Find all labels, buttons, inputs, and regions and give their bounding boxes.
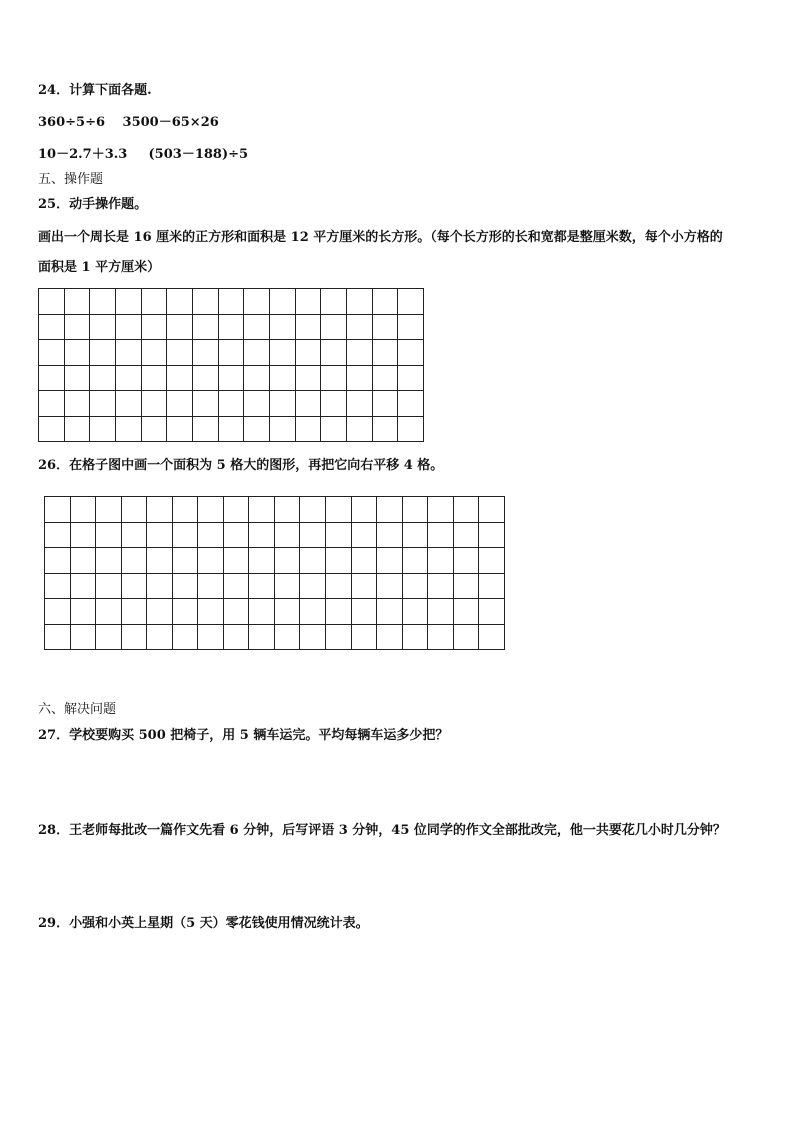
grid-cell xyxy=(372,314,398,340)
grid-cell xyxy=(479,497,505,523)
grid-cell xyxy=(147,497,173,523)
grid-cell xyxy=(115,365,141,391)
grid-cell xyxy=(326,599,352,625)
grid-cell xyxy=(64,289,90,315)
grid-cell xyxy=(453,573,479,599)
grid-cell xyxy=(39,289,65,315)
grid-cell xyxy=(326,548,352,574)
grid-cell xyxy=(64,314,90,340)
grid-cell xyxy=(198,624,224,650)
grid-row xyxy=(45,624,505,650)
grid-row xyxy=(39,340,424,366)
grid-cell xyxy=(64,416,90,442)
grid-cell xyxy=(90,365,116,391)
grid-row xyxy=(45,573,505,599)
grid-cell xyxy=(45,599,71,625)
grid-cell xyxy=(147,522,173,548)
grid-cell xyxy=(372,391,398,417)
grid-cell xyxy=(218,340,244,366)
grid-cell xyxy=(274,573,300,599)
grid-cell xyxy=(321,314,347,340)
grid-cell xyxy=(198,497,224,523)
grid-cell xyxy=(218,416,244,442)
grid-cell xyxy=(321,289,347,315)
grid-cell xyxy=(351,548,377,574)
grid-row xyxy=(45,497,505,523)
q25-instruction-line-1: 画出一个周长是 16 厘米的正方形和面积是 12 平方厘米的长方形。（每个长方形的长和宽都是整厘米数，每个小方格的 xyxy=(38,230,723,245)
grid-cell xyxy=(45,497,71,523)
grid-cell xyxy=(326,573,352,599)
grid-cell xyxy=(90,391,116,417)
grid-cell xyxy=(121,573,147,599)
grid-cell xyxy=(346,340,372,366)
q24-title: 24．计算下面各题. xyxy=(38,83,152,98)
grid-cell xyxy=(223,573,249,599)
grid-cell xyxy=(147,573,173,599)
grid-cell xyxy=(249,624,275,650)
grid-cell xyxy=(428,497,454,523)
grid-cell xyxy=(96,522,122,548)
grid-cell xyxy=(223,497,249,523)
grid-cell xyxy=(377,522,403,548)
grid-cell xyxy=(90,340,116,366)
grid-cell xyxy=(167,416,193,442)
grid-cell xyxy=(172,599,198,625)
grid-cell xyxy=(402,573,428,599)
grid-cell xyxy=(244,391,270,417)
grid-cell xyxy=(244,314,270,340)
grid-cell xyxy=(372,365,398,391)
grid-cell xyxy=(192,365,218,391)
grid-cell xyxy=(300,497,326,523)
grid-cell xyxy=(295,314,321,340)
grid-cell xyxy=(402,599,428,625)
grid-cell xyxy=(141,416,167,442)
grid-cell xyxy=(64,391,90,417)
grid-cell xyxy=(428,522,454,548)
grid-cell xyxy=(428,573,454,599)
grid-cell xyxy=(244,365,270,391)
grid-cell xyxy=(326,522,352,548)
grid-cell xyxy=(172,522,198,548)
grid-cell xyxy=(223,548,249,574)
grid-cell xyxy=(198,522,224,548)
grid-cell xyxy=(96,548,122,574)
grid-cell xyxy=(453,548,479,574)
grid-cell xyxy=(64,365,90,391)
grid-row xyxy=(39,365,424,391)
grid-cell xyxy=(223,522,249,548)
grid-cell xyxy=(167,314,193,340)
grid-cell xyxy=(172,497,198,523)
grid-cell xyxy=(321,340,347,366)
grid-cell xyxy=(90,416,116,442)
grid-cell xyxy=(90,289,116,315)
section-6-heading: 六、解决问题 xyxy=(38,702,117,717)
grid-cell xyxy=(39,340,65,366)
grid-cell xyxy=(372,289,398,315)
grid-cell xyxy=(326,624,352,650)
grid-cell xyxy=(453,599,479,625)
grid-row xyxy=(39,314,424,340)
grid-cell xyxy=(402,624,428,650)
grid-cell xyxy=(96,573,122,599)
grid-cell xyxy=(121,624,147,650)
grid-cell xyxy=(479,522,505,548)
grid-cell xyxy=(274,624,300,650)
grid-cell xyxy=(121,599,147,625)
grid-cell xyxy=(377,624,403,650)
grid-cell xyxy=(115,391,141,417)
grid-cell xyxy=(269,340,295,366)
grid-cell xyxy=(453,624,479,650)
grid-cell xyxy=(192,416,218,442)
grid-cell xyxy=(218,314,244,340)
grid-cell xyxy=(249,573,275,599)
grid-cell xyxy=(274,522,300,548)
grid-cell xyxy=(39,365,65,391)
grid-cell xyxy=(479,599,505,625)
grid-cell xyxy=(274,497,300,523)
grid-cell xyxy=(377,548,403,574)
grid-cell xyxy=(398,289,424,315)
grid-cell xyxy=(377,599,403,625)
grid-cell xyxy=(64,340,90,366)
q24-row2 xyxy=(38,146,248,164)
q27-text: 27．学校要购买 500 把椅子，用 5 辆车运完。平均每辆车运多少把？ xyxy=(38,728,449,743)
grid-cell xyxy=(351,624,377,650)
q24-expr-2: 3500－65×26 xyxy=(122,115,219,130)
grid-cell xyxy=(274,599,300,625)
grid-cell xyxy=(141,365,167,391)
grid-cell xyxy=(167,289,193,315)
grid-cell xyxy=(167,391,193,417)
grid-cell xyxy=(300,599,326,625)
grid-cell xyxy=(269,314,295,340)
grid-cell xyxy=(45,573,71,599)
grid-cell xyxy=(351,522,377,548)
grid-cell xyxy=(115,289,141,315)
grid-cell xyxy=(172,548,198,574)
grid-cell xyxy=(141,289,167,315)
grid-cell xyxy=(295,365,321,391)
grid-cell xyxy=(96,599,122,625)
grid-cell xyxy=(377,573,403,599)
grid-cell xyxy=(428,599,454,625)
grid-cell xyxy=(295,416,321,442)
grid-cell xyxy=(402,497,428,523)
grid-cell xyxy=(295,340,321,366)
grid-cell xyxy=(321,391,347,417)
q25-title: 25．动手操作题。 xyxy=(38,197,148,212)
grid-cell xyxy=(295,391,321,417)
grid-cell xyxy=(398,365,424,391)
grid-cell xyxy=(96,624,122,650)
grid-cell xyxy=(398,391,424,417)
grid-cell xyxy=(479,548,505,574)
q28-text: 28．王老师每批改一篇作文先看 6 分钟，后写评语 3 分钟，45 位同学的作文全部批改完，他一共要花几小时几分钟？ xyxy=(38,823,726,838)
grid-cell xyxy=(70,522,96,548)
grid-cell xyxy=(90,314,116,340)
q25-instruction-line-2: 面积是 1 平方厘米） xyxy=(38,260,161,275)
grid-cell xyxy=(115,314,141,340)
grid-cell xyxy=(45,548,71,574)
q26-grid xyxy=(44,496,505,650)
grid-cell xyxy=(346,314,372,340)
grid-cell xyxy=(346,289,372,315)
grid-cell xyxy=(198,599,224,625)
grid-row xyxy=(45,599,505,625)
grid-cell xyxy=(326,497,352,523)
grid-cell xyxy=(377,497,403,523)
grid-cell xyxy=(346,391,372,417)
grid-cell xyxy=(121,497,147,523)
grid-cell xyxy=(198,573,224,599)
grid-cell xyxy=(269,391,295,417)
grid-cell xyxy=(121,522,147,548)
grid-cell xyxy=(249,548,275,574)
q29-text: 29．小强和小英上星期（5 天）零花钱使用情况统计表。 xyxy=(38,916,369,931)
grid-row xyxy=(39,391,424,417)
grid-cell xyxy=(70,548,96,574)
grid-cell xyxy=(141,340,167,366)
grid-cell xyxy=(45,624,71,650)
q24-expr-1: 360÷5÷6 xyxy=(38,115,106,130)
grid-cell xyxy=(218,391,244,417)
grid-cell xyxy=(39,416,65,442)
grid-cell xyxy=(428,548,454,574)
grid-cell xyxy=(249,599,275,625)
grid-cell xyxy=(249,522,275,548)
grid-cell xyxy=(115,340,141,366)
grid-cell xyxy=(269,416,295,442)
grid-cell xyxy=(479,624,505,650)
grid-cell xyxy=(274,548,300,574)
grid-cell xyxy=(402,522,428,548)
grid-cell xyxy=(244,289,270,315)
grid-cell xyxy=(167,340,193,366)
grid-cell xyxy=(244,416,270,442)
grid-row xyxy=(39,289,424,315)
grid-cell xyxy=(398,340,424,366)
grid-cell xyxy=(479,573,505,599)
grid-cell xyxy=(192,314,218,340)
grid-cell xyxy=(70,497,96,523)
grid-cell xyxy=(300,522,326,548)
grid-cell xyxy=(147,599,173,625)
grid-cell xyxy=(398,314,424,340)
grid-cell xyxy=(300,548,326,574)
grid-cell xyxy=(402,548,428,574)
grid-cell xyxy=(351,599,377,625)
grid-cell xyxy=(115,416,141,442)
grid-cell xyxy=(223,624,249,650)
grid-cell xyxy=(167,365,193,391)
grid-cell xyxy=(269,365,295,391)
grid-cell xyxy=(96,497,122,523)
q26-title: 26．在格子图中画一个面积为 5 格大的图形，再把它向右平移 4 格。 xyxy=(38,458,444,473)
grid-row xyxy=(39,416,424,442)
grid-cell xyxy=(39,391,65,417)
grid-cell xyxy=(172,573,198,599)
grid-cell xyxy=(453,497,479,523)
grid-cell xyxy=(351,573,377,599)
grid-cell xyxy=(192,289,218,315)
grid-cell xyxy=(147,624,173,650)
grid-cell xyxy=(147,548,173,574)
grid-cell xyxy=(269,289,295,315)
grid-cell xyxy=(70,624,96,650)
grid-cell xyxy=(346,416,372,442)
q24-expr-4: (503－188)÷5 xyxy=(148,147,249,162)
grid-cell xyxy=(121,548,147,574)
grid-cell xyxy=(295,289,321,315)
q24-expr-3: 10－2.7＋3.3 xyxy=(38,147,128,162)
grid-cell xyxy=(346,365,372,391)
grid-cell xyxy=(45,522,71,548)
grid-cell xyxy=(321,365,347,391)
grid-cell xyxy=(244,340,270,366)
section-5-heading: 五、操作题 xyxy=(38,172,104,187)
grid-cell xyxy=(372,340,398,366)
grid-cell xyxy=(351,497,377,523)
q24-row1 xyxy=(38,114,219,132)
grid-cell xyxy=(428,624,454,650)
grid-cell xyxy=(300,624,326,650)
grid-cell xyxy=(249,497,275,523)
grid-cell xyxy=(398,416,424,442)
grid-cell xyxy=(141,391,167,417)
grid-cell xyxy=(39,314,65,340)
grid-cell xyxy=(192,340,218,366)
grid-cell xyxy=(198,548,224,574)
grid-cell xyxy=(453,522,479,548)
grid-cell xyxy=(172,624,198,650)
grid-cell xyxy=(321,416,347,442)
q25-grid xyxy=(38,288,424,442)
grid-cell xyxy=(192,391,218,417)
grid-row xyxy=(45,548,505,574)
grid-cell xyxy=(70,573,96,599)
grid-cell xyxy=(70,599,96,625)
grid-cell xyxy=(372,416,398,442)
grid-row xyxy=(45,522,505,548)
grid-cell xyxy=(141,314,167,340)
grid-cell xyxy=(218,289,244,315)
grid-cell xyxy=(300,573,326,599)
grid-cell xyxy=(223,599,249,625)
grid-cell xyxy=(218,365,244,391)
